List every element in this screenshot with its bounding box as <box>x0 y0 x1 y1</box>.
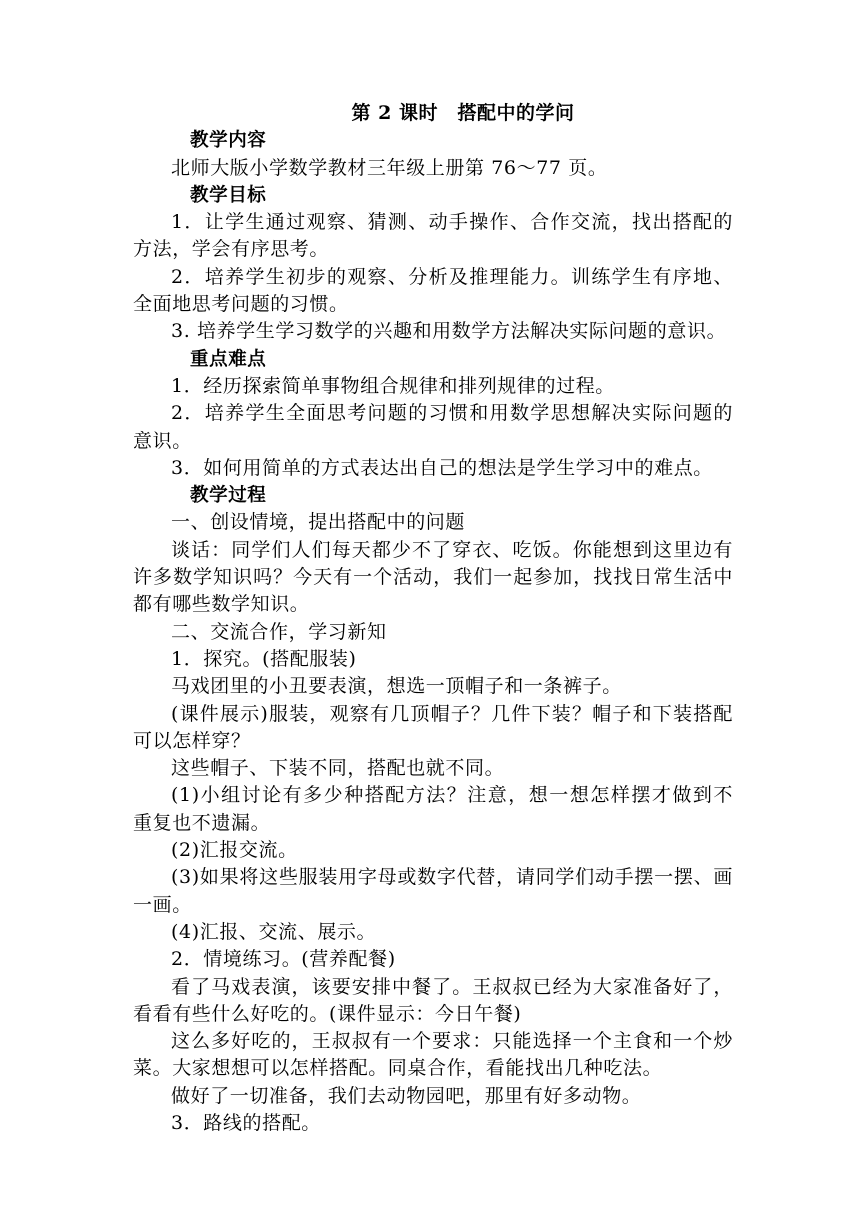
paragraph-line: 做好了一切准备，我们去动物园吧，那里有好多动物。 <box>171 1084 642 1107</box>
paragraph-line: (2)汇报交流。 <box>171 839 298 862</box>
paragraph-line: 看看有些什么好吃的。(课件显示：今日午餐) <box>133 1002 522 1025</box>
paragraph-line: 1．经历探索简单事物组合规律和排列规律的过程。 <box>171 374 615 397</box>
paragraph-line: 谈话：同学们人们每天都少不了穿衣、吃饭。你能想到这里边有 <box>171 538 733 561</box>
paragraph-line: 可以怎样穿？ <box>133 729 251 752</box>
paragraph-line: (课件展示)服装，观察有几顶帽子？几件下装？帽子和下装搭配 <box>171 702 733 725</box>
paragraph-line: 看了马戏表演，该要安排中餐了。王叔叔已经为大家准备好了， <box>171 975 733 998</box>
paragraph-line: 3．路线的搭配。 <box>171 1111 321 1134</box>
paragraph-line: 方法，学会有序思考。 <box>133 238 330 261</box>
section-heading-goals: 教学目标 <box>190 184 267 206</box>
section-heading-key-points: 重点难点 <box>190 348 267 370</box>
paragraph-line: (4)汇报、交流、展示。 <box>171 920 377 943</box>
paragraph-line: 3．如何用简单的方式表达出自己的想法是学生学习中的难点。 <box>171 456 713 479</box>
paragraph-line: 一画。 <box>133 893 192 916</box>
paragraph-line: 许多数学知识吗？今天有一个活动，我们一起参加，找找日常生活中 <box>133 566 733 589</box>
section-heading-content: 教学内容 <box>190 130 267 152</box>
paragraph-line: 2．培养学生全面思考问题的习惯和用数学思想解决实际问题的 <box>171 402 733 425</box>
paragraph-line: 1．探究。(搭配服装) <box>171 647 357 670</box>
paragraph-line: 1．让学生通过观察、猜测、动手操作、合作交流，找出搭配的 <box>171 211 733 234</box>
lesson-title: 第 2 课时 搭配中的学问 <box>351 102 575 124</box>
paragraph-line: 2．情境练习。(营养配餐) <box>171 948 396 971</box>
paragraph-line: 马戏团里的小丑要表演，想选一顶帽子和一条裤子。 <box>171 675 622 698</box>
paragraph-line: 一、创设情境，提出搭配中的问题 <box>171 511 466 534</box>
paragraph-line: 北师大版小学数学教材三年级上册第 76～77 页。 <box>171 156 608 179</box>
paragraph-line: 这么多好吃的，王叔叔有一个要求：只能选择一个主食和一个炒 <box>171 1030 733 1053</box>
paragraph-line: 全面地思考问题的习惯。 <box>133 293 349 316</box>
paragraph-line: 意识。 <box>133 429 192 452</box>
paragraph-line: 2．培养学生初步的观察、分析及推理能力。训练学生有序地、 <box>171 265 733 288</box>
paragraph-line: 重复也不遗漏。 <box>133 811 271 834</box>
document-body <box>133 100 733 1137</box>
paragraph-line: 这些帽子、下装不同，搭配也就不同。 <box>171 757 505 780</box>
paragraph-line: 都有哪些数学知识。 <box>133 593 310 616</box>
paragraph-line: (1)小组讨论有多少种搭配方法？注意，想一想怎样摆才做到不 <box>171 784 733 807</box>
paragraph-line: 3. 培养学生学习数学的兴趣和用数学方法解决实际问题的意识。 <box>171 320 727 343</box>
paragraph-line: 二、交流合作，学习新知 <box>171 620 387 643</box>
section-heading-process: 教学过程 <box>190 485 267 507</box>
paragraph-line: 菜。大家想想可以怎样搭配。同桌合作，看能找出几种吃法。 <box>133 1057 663 1080</box>
paragraph-line: (3)如果将这些服装用字母或数字代替，请同学们动手摆一摆、画 <box>171 866 733 889</box>
